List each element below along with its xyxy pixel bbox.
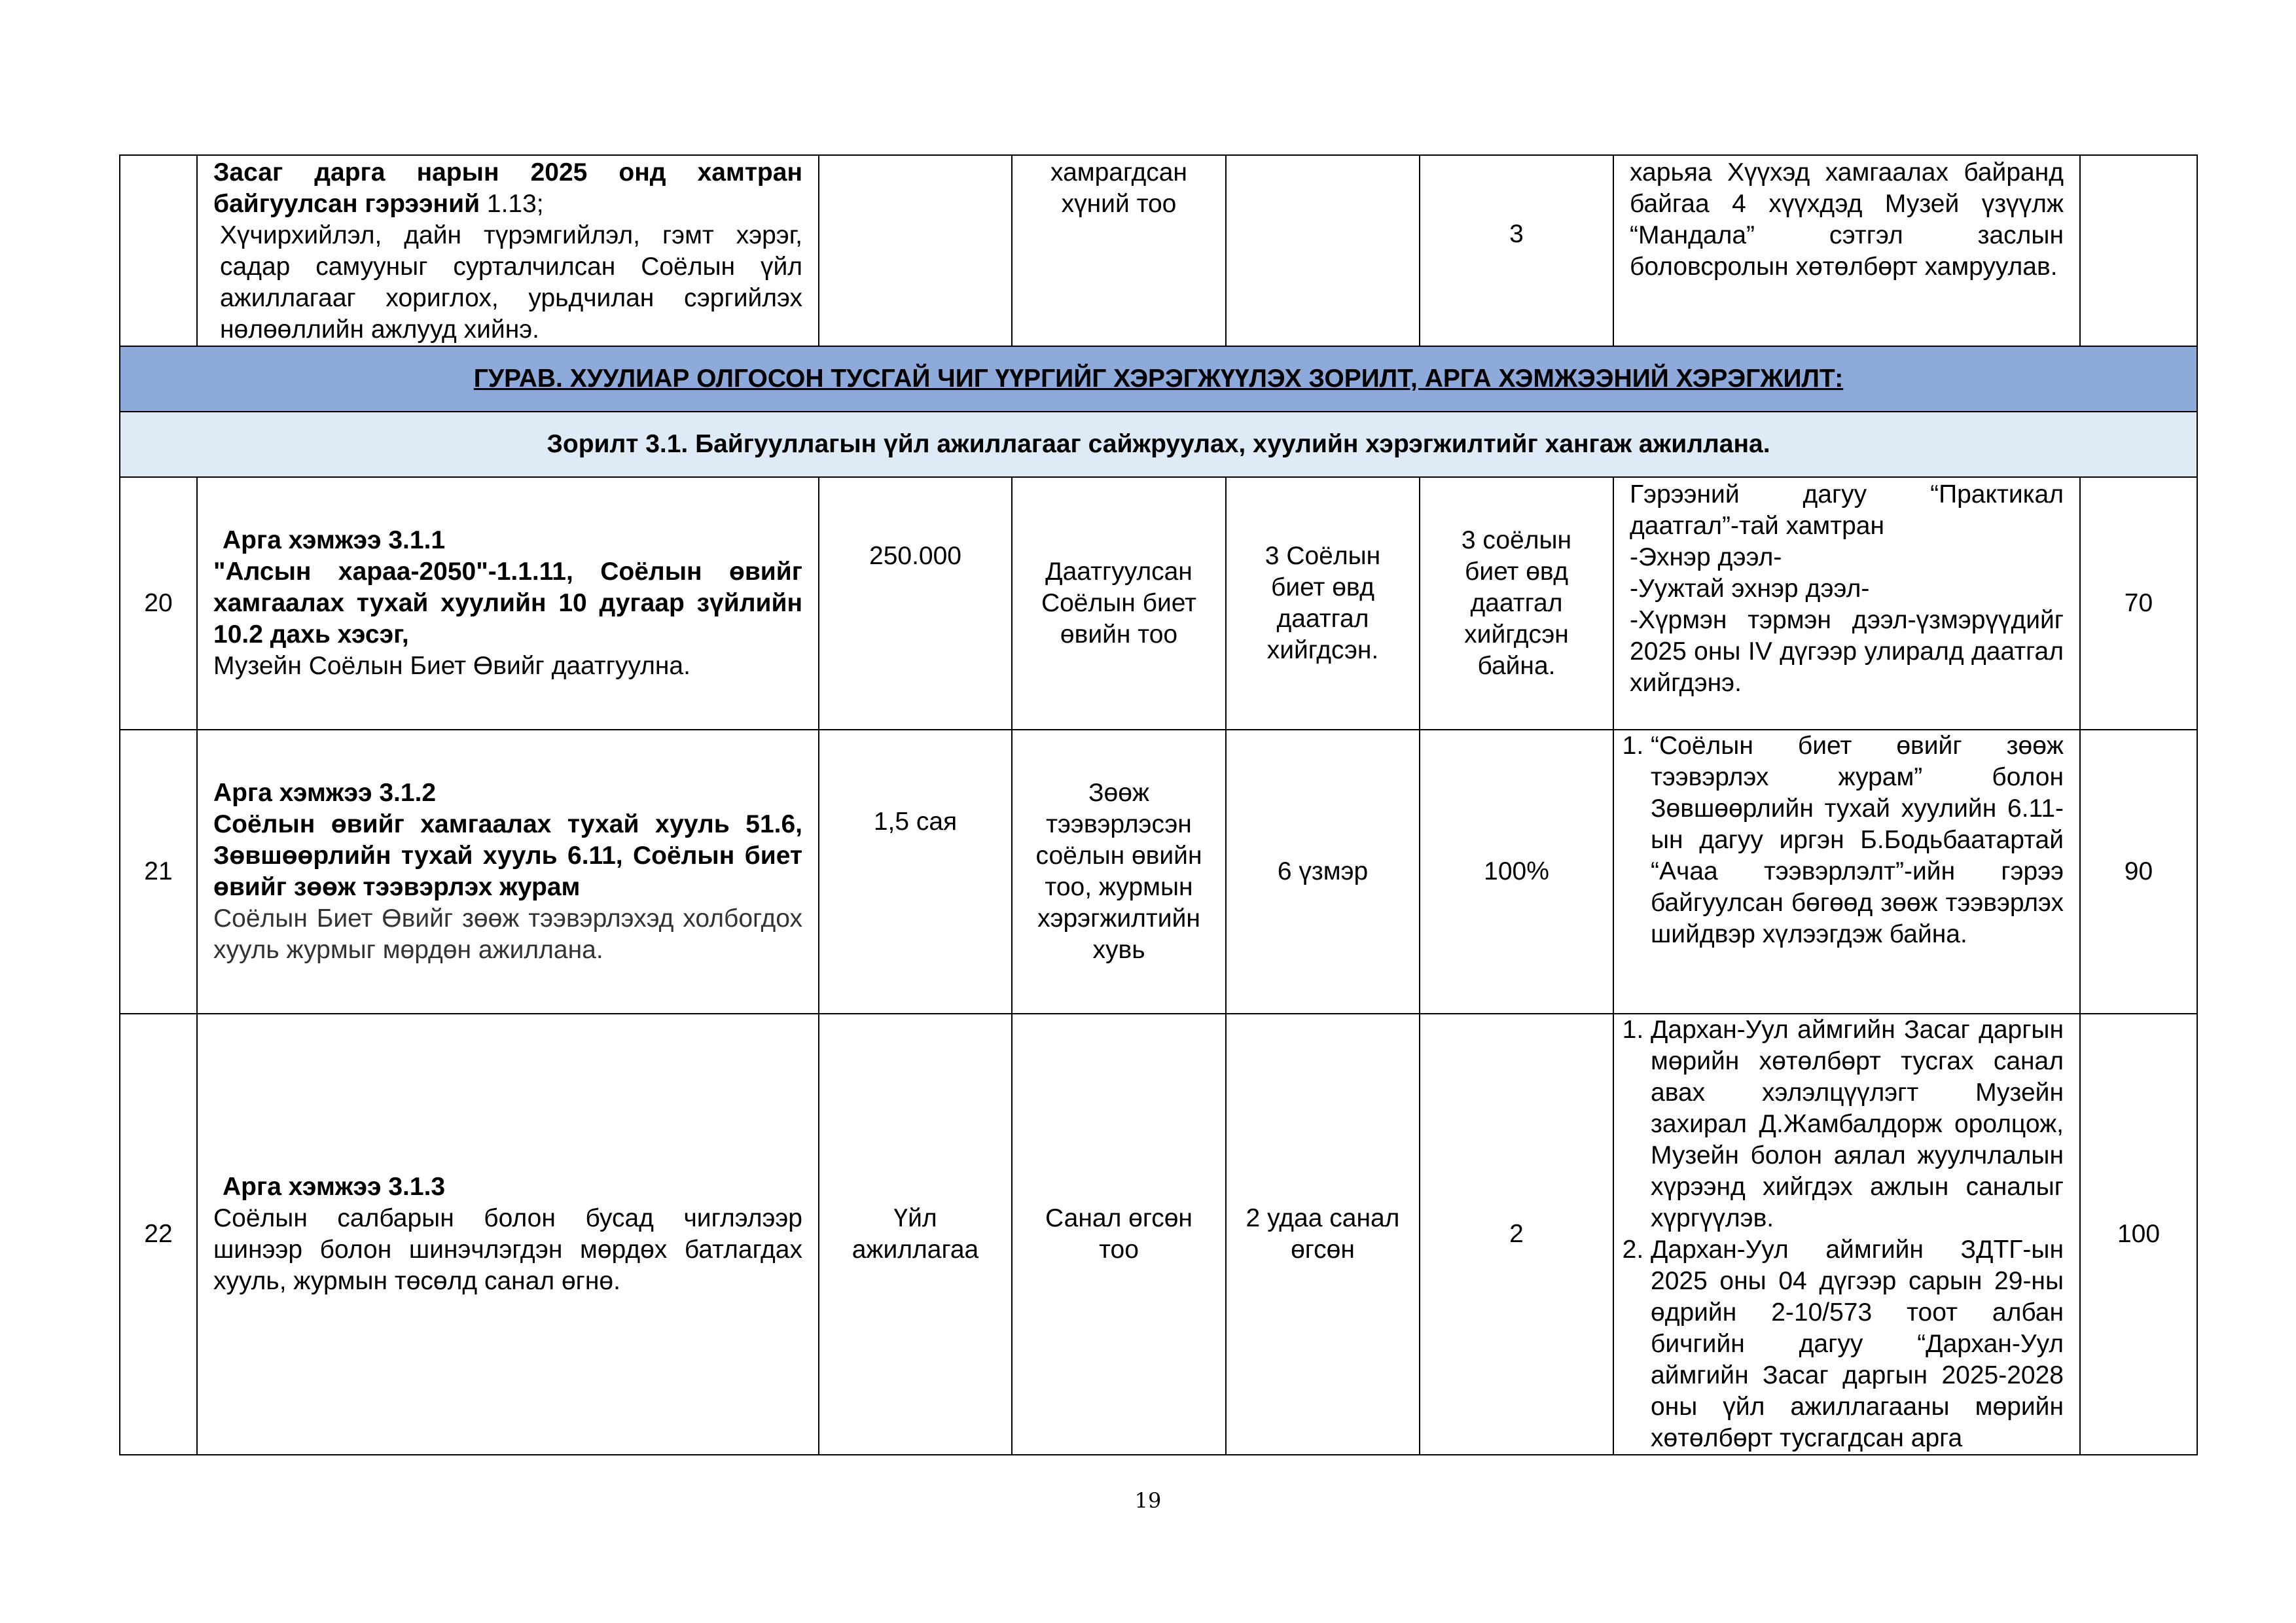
report-line: -Уужтай эхнэр дээл- <box>1630 575 1870 603</box>
section-header-row <box>120 346 2197 412</box>
action-title: Арга хэмжээ 3.1.1 <box>223 526 446 554</box>
indicator-cell: Даатгуулсан Соёлын биет өвийн тоо <box>1012 477 1226 730</box>
section-title: ГУРАВ. ХУУЛИАР ОЛГОСОН ТУСГАЙ ЧИГ ҮҮРГИЙГ ХЭРЭГЖҮҮЛЭХ ЗОРИЛТ, АРГА ХЭМЖЭЭНИЙ ХЭРЭГЖИЛТ: <box>120 346 2197 412</box>
score-cell: 100 <box>2080 1014 2197 1455</box>
report-cell: харьяа Хүүхэд хамгаалах байранд байгаа 4 хүүхдэд Музей үзүүлж “Мандала” сэтгэл заслын боловсролын хөтөлбөрт хамруулав. <box>1613 155 2080 346</box>
indicator-cell: Зөөж тээвэрлэсэн соёлын өвийн тоо, журмын хэрэгжилтийн хувь <box>1012 730 1226 1014</box>
row-number-cell: 22 <box>120 1014 197 1455</box>
action-plan-table <box>119 154 2198 1455</box>
action-cell <box>197 730 819 1014</box>
row-number-cell: 21 <box>120 730 197 1014</box>
result-cell: 100% <box>1420 730 1613 1014</box>
result-cell: 2 <box>1420 1014 1613 1455</box>
action-title: Арга хэмжээ 3.1.2 <box>213 779 437 807</box>
result-cell: 3 <box>1420 155 1613 346</box>
action-title: Арга хэмжээ 3.1.3 <box>223 1173 446 1201</box>
action-description: Музейн Соёлын Биет Өвийг даатгуулна. <box>213 652 691 680</box>
target-cell: 6 үзмэр <box>1226 730 1420 1014</box>
target-cell: 2 удаа санал өгсөн <box>1226 1014 1420 1455</box>
row-number-cell: 20 <box>120 477 197 730</box>
action-basis: Соёлын өвийг хамгаалах тухай хууль 51.6, Зөвшөөрлийн тухай хууль 6.11, Соёлын биет өвийг зөөж тээвэрлэх журам <box>213 810 802 901</box>
report-list <box>1614 730 2064 950</box>
action-cell <box>197 155 819 346</box>
result-cell: 3 соёлын биет өвд даатгал хийгдсэн байна. <box>1420 477 1613 730</box>
page-number: 19 <box>1134 1488 1162 1513</box>
action-description: Хүчирхийлэл, дайн түрэмгийлэл, гэмт хэрэг, садар самууныг сурталчилсан Соёлын үйл ажиллагааг хориглох, урьдчилан сэргийлэх нөлөөллийн ажлууд хийнэ. <box>220 221 802 344</box>
report-cell <box>1613 1014 2080 1455</box>
score-cell: 90 <box>2080 730 2197 1014</box>
list-item: 1. “Соёлын биет өвийг зөөж тээвэрлэх журам” болон Зөвшөөрлийн тухай хуулийн 6.11-ын дагуу иргэн Б.Бодьбаатартай “Ачаа тээвэрлэлт”-ийн гэрээ байгуулсан бөгөөд зөөж тээвэрлэх шийдвэр хүлээгдэж байна. <box>1651 730 2064 950</box>
table-row-continued <box>120 155 2197 346</box>
budget-cell: 250.000 <box>819 477 1012 730</box>
target-cell <box>1226 155 1420 346</box>
action-cell <box>197 477 819 730</box>
action-ref-text: 1.13; <box>480 190 544 218</box>
action-description: Соёлын салбарын болон бусад чиглэлээр шинээр болон шинэчлэгдэн мөрдөх батлагдах хууль, журмын төсөлд санал өгнө. <box>213 1204 802 1295</box>
table-row <box>120 730 2197 1014</box>
budget-cell: 1,5 сая <box>819 730 1012 1014</box>
table-row <box>120 1014 2197 1455</box>
report-cell <box>1613 730 2080 1014</box>
report-list <box>1614 1014 2064 1454</box>
table-row <box>120 477 2197 730</box>
action-basis: "Алсын хараа-2050"-1.1.11, Соёлын өвийг хамгаалах тухай хуулийн 10 дугаар зүйлийн 10.2 дахь хэсэг, <box>213 558 802 649</box>
indicator-cell: хамрагдсан хүний тоо <box>1012 155 1226 346</box>
report-line: Гэрээний дагуу “Практикал даатгал”-тай хамтран <box>1630 480 2064 540</box>
report-line: -Хүрмэн тэрмэн дээл-үзмэрүүдийг 2025 оны IV дүгээр улиралд даатгал хийгдэнэ. <box>1630 606 2064 697</box>
objective-header-row <box>120 412 2197 477</box>
indicator-cell: Санал өгсөн тоо <box>1012 1014 1226 1455</box>
action-cell <box>197 1014 819 1455</box>
budget-cell <box>819 155 1012 346</box>
report-cell <box>1613 477 2080 730</box>
list-item: 1. Дархан-Уул аймгийн Засаг даргын мөрийн хөтөлбөрт тусгах санал авах хэлэлцүүлэгт Музейн захирал Д.Жамбалдорж оролцож, Музейн болон аялал жуулчлалын хүрээнд хийгдэх ажлын саналыг хүргүүлэв. <box>1651 1014 2064 1234</box>
report-line: -Эхнэр дээл- <box>1630 543 1782 571</box>
target-cell: 3 Соёлын биет өвд даатгал хийгдсэн. <box>1226 477 1420 730</box>
action-bold-text: Засаг дарга нарын 2025 онд хамтран байгуулсан гэрээний <box>213 158 802 218</box>
score-cell <box>2080 155 2197 346</box>
list-item: 2. Дархан-Уул аймгийн ЗДТГ-ын 2025 оны 04 дүгээр сарын 29-ны өдрийн 2-10/573 тоот албан бичгийн дагуу “Дархан-Уул аймгийн Засаг даргын 2025-2028 оны үйл ажиллагааны мөрийн хөтөлбөрт тусгагдсан арга <box>1651 1234 2064 1454</box>
action-description: Соёлын Биет Өвийг зөөж тээвэрлэхэд холбогдох хууль журмыг мөрдөн ажиллана. <box>213 904 802 964</box>
score-cell: 70 <box>2080 477 2197 730</box>
objective-title: Зорилт 3.1. Байгууллагын үйл ажиллагааг сайжруулах, хуулийн хэрэгжилтийг хангаж ажиллана. <box>120 412 2197 477</box>
budget-cell: Үйл ажиллагаа <box>819 1014 1012 1455</box>
row-number-cell <box>120 155 197 346</box>
